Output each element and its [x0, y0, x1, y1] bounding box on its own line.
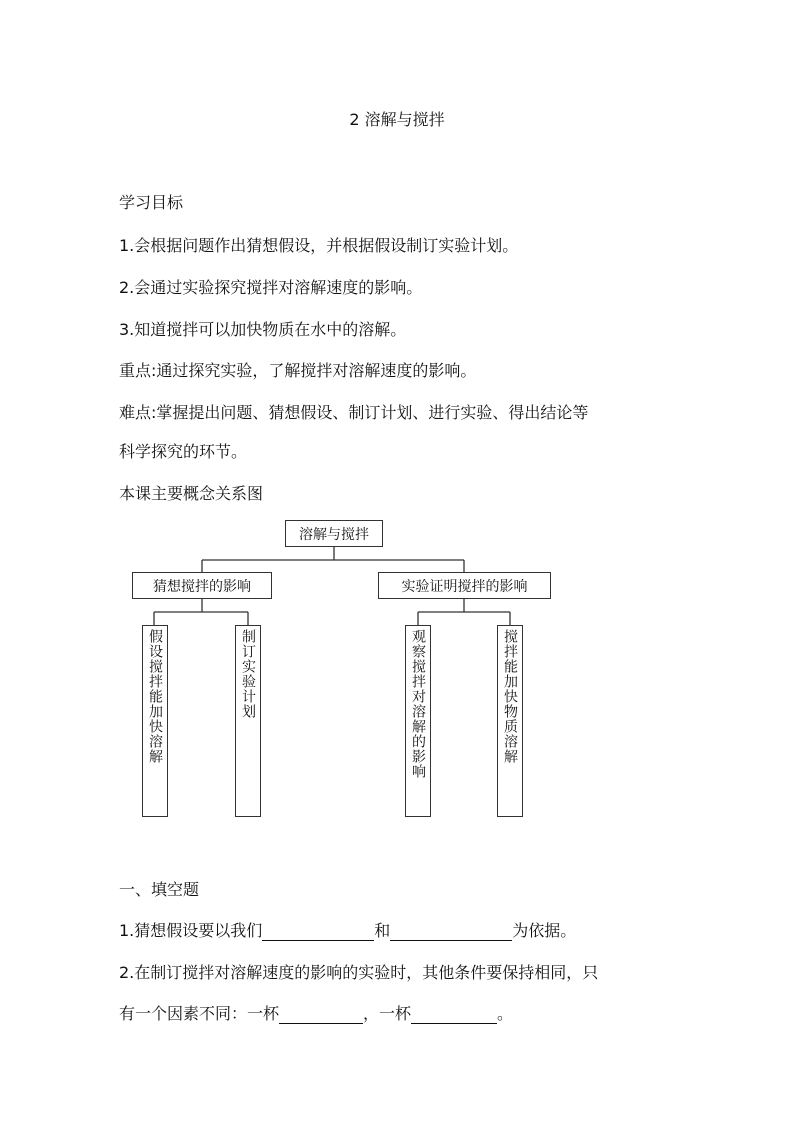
- question-2-text-a: 有一个因素不同：一杯: [119, 1004, 280, 1023]
- fill-blank-heading: 一、填空题: [119, 880, 200, 899]
- concept-leaf-2: [235, 625, 261, 817]
- question-1-text-c: 为依据。: [512, 921, 577, 940]
- answer-blank-3[interactable]: [279, 1005, 363, 1024]
- answer-blank-2[interactable]: [390, 922, 512, 941]
- difficulty-line-1: 难点:掌握提出问题、猜想假设、制订计划、进行实验、得出结论等: [119, 403, 589, 422]
- answer-blank-4[interactable]: [411, 1005, 497, 1024]
- objective-item-1: 1.会根据问题作出猜想假设，并根据假设制订实验计划。: [119, 236, 519, 255]
- concept-leaf-1-label: 假设搅拌能加快溶解: [147, 629, 163, 764]
- objective-item-3: 3.知道搅拌可以加快物质在水中的溶解。: [119, 320, 407, 339]
- concept-leaf-1: [142, 625, 168, 817]
- concept-leaf-4-label: 搅拌能加快物质溶解: [502, 629, 518, 764]
- question-1-text-a: 1.猜想假设要以我们: [119, 921, 263, 940]
- concept-leaf-2-label: 制订实验计划: [240, 629, 256, 719]
- concept-root: [285, 520, 383, 547]
- concept-root-label: 溶解与搅拌: [299, 526, 369, 543]
- concept-left-branch: [132, 572, 272, 599]
- key-point: 重点:通过探究实验，了解搅拌对溶解速度的影响。: [119, 361, 477, 380]
- question-2-line-1: 2.在制订搅拌对溶解速度的影响的实验时，其他条件要保持相同，只: [119, 963, 599, 982]
- question-1: [119, 918, 576, 941]
- concept-map-heading: 本课主要概念关系图: [119, 484, 264, 503]
- question-1-text-b: 和: [374, 921, 391, 940]
- concept-right-branch-label: 实验证明搅拌的影响: [401, 578, 528, 595]
- concept-leaf-3-label: 观察搅拌对溶解的影响: [410, 629, 426, 779]
- question-2-text-b: ，一杯: [363, 1004, 412, 1023]
- concept-right-branch: [378, 572, 551, 599]
- concept-left-branch-label: 猜想搅拌的影响: [153, 578, 251, 595]
- answer-blank-1[interactable]: [262, 922, 374, 941]
- document-title: 2 溶解与搅拌: [349, 110, 445, 129]
- objective-item-2: 2.会通过实验探究搅拌对溶解速度的影响。: [119, 278, 423, 297]
- difficulty-line-2: 科学探究的环节。: [119, 442, 248, 461]
- question-2-text-c: 。: [497, 1004, 514, 1023]
- question-2-line-2: [119, 1001, 513, 1024]
- objectives-heading: 学习目标: [119, 193, 184, 212]
- concept-leaf-3: [405, 625, 431, 817]
- concept-leaf-4: [497, 625, 523, 817]
